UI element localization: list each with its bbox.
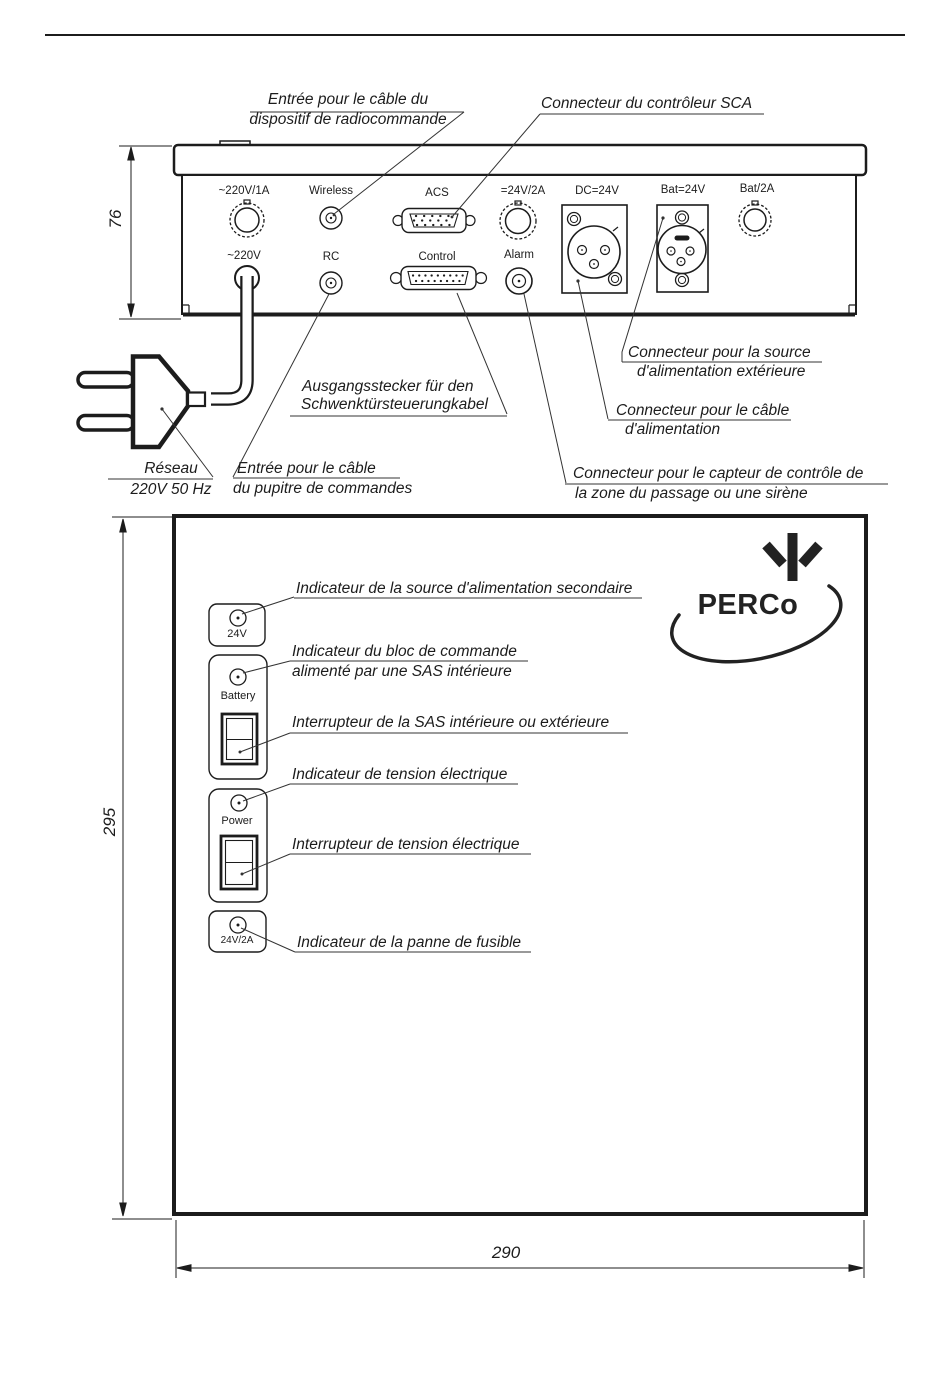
callout-ext-source-line2: d'alimentation extérieure [637, 363, 806, 380]
label-bat24: Bat=24V [660, 184, 706, 196]
callout-ext-source-line1: Connecteur pour la source [628, 344, 811, 361]
callout-power-cable-line2: d'alimentation [625, 421, 721, 438]
connector-bat24-xlr-female [657, 205, 708, 292]
callout-german-line2: Schwenktürsteuerungkabel [301, 396, 488, 413]
callout-sensor-line2: la zone du passage ou une sirène [575, 485, 808, 502]
dimension-76 [119, 146, 181, 319]
callout-radio-line1: Entrée pour le câble du [267, 91, 429, 108]
callout-radio-line2: dispositif de radiocommande [249, 111, 447, 128]
callout-pupitre-line1: Entrée pour le câble [237, 460, 376, 477]
label-dc24: DC=24V [575, 185, 619, 197]
dimension-front-width: 290 [491, 1243, 521, 1262]
mains-plug [78, 357, 205, 448]
label-alarm: Alarm [503, 249, 535, 261]
label-control: Control [418, 251, 456, 263]
callout-reseau-line1: Réseau [144, 460, 198, 477]
connector-acs-db15 [393, 209, 475, 233]
label-24v2a: 24V/2A [220, 935, 254, 946]
label-mains-socket: ~220V/1A [218, 185, 270, 197]
dimension-front-height: 295 [100, 807, 119, 837]
label-wireless: Wireless [308, 185, 354, 197]
callout-ind-block-line2: alimenté par une SAS intérieure [292, 663, 512, 680]
callout-sw-sas: Interrupteur de la SAS intérieure ou extérieure [292, 714, 610, 731]
callout-ind-secondary: Indicateur de la source d'alimentation secondaire [296, 580, 633, 597]
connector-control-db25 [391, 267, 487, 290]
label-acs: ACS [425, 187, 449, 199]
perco-logo-text: PERCo [697, 589, 799, 621]
dimension-295 [112, 517, 172, 1219]
dimension-rear-height: 76 [106, 209, 125, 229]
callout-ind-block-line1: Indicateur du bloc de commande [292, 643, 517, 660]
label-rc: RC [322, 251, 340, 263]
callout-sca: Connecteur du contrôleur SCA [541, 95, 753, 112]
callout-german-line1: Ausgangsstecker für den [302, 378, 474, 395]
callout-ind-tension: Indicateur de tension électrique [292, 766, 508, 783]
label-battery: Battery [220, 690, 256, 702]
callout-reseau-line2: 220V 50 Hz [130, 481, 212, 498]
callout-ind-fuse: Indicateur de la panne de fusible [297, 934, 522, 951]
label-out24: =24V/2A [500, 185, 546, 197]
label-bat2a: Bat/2A [739, 183, 775, 195]
callout-pupitre-line2: du pupitre de commandes [233, 480, 413, 497]
label-mains-cable: ~220V [227, 250, 261, 262]
callout-radio [229, 91, 467, 128]
callout-sensor-line1: Connecteur pour le capteur de contrôle de [573, 465, 864, 482]
label-power: Power [221, 815, 253, 827]
label-24v: 24V [227, 628, 247, 640]
callout-sw-tension: Interrupteur de tension électrique [292, 836, 520, 853]
callout-power-cable-line1: Connecteur pour le câble [616, 402, 790, 419]
connector-dc24-xlr-male [562, 205, 627, 293]
